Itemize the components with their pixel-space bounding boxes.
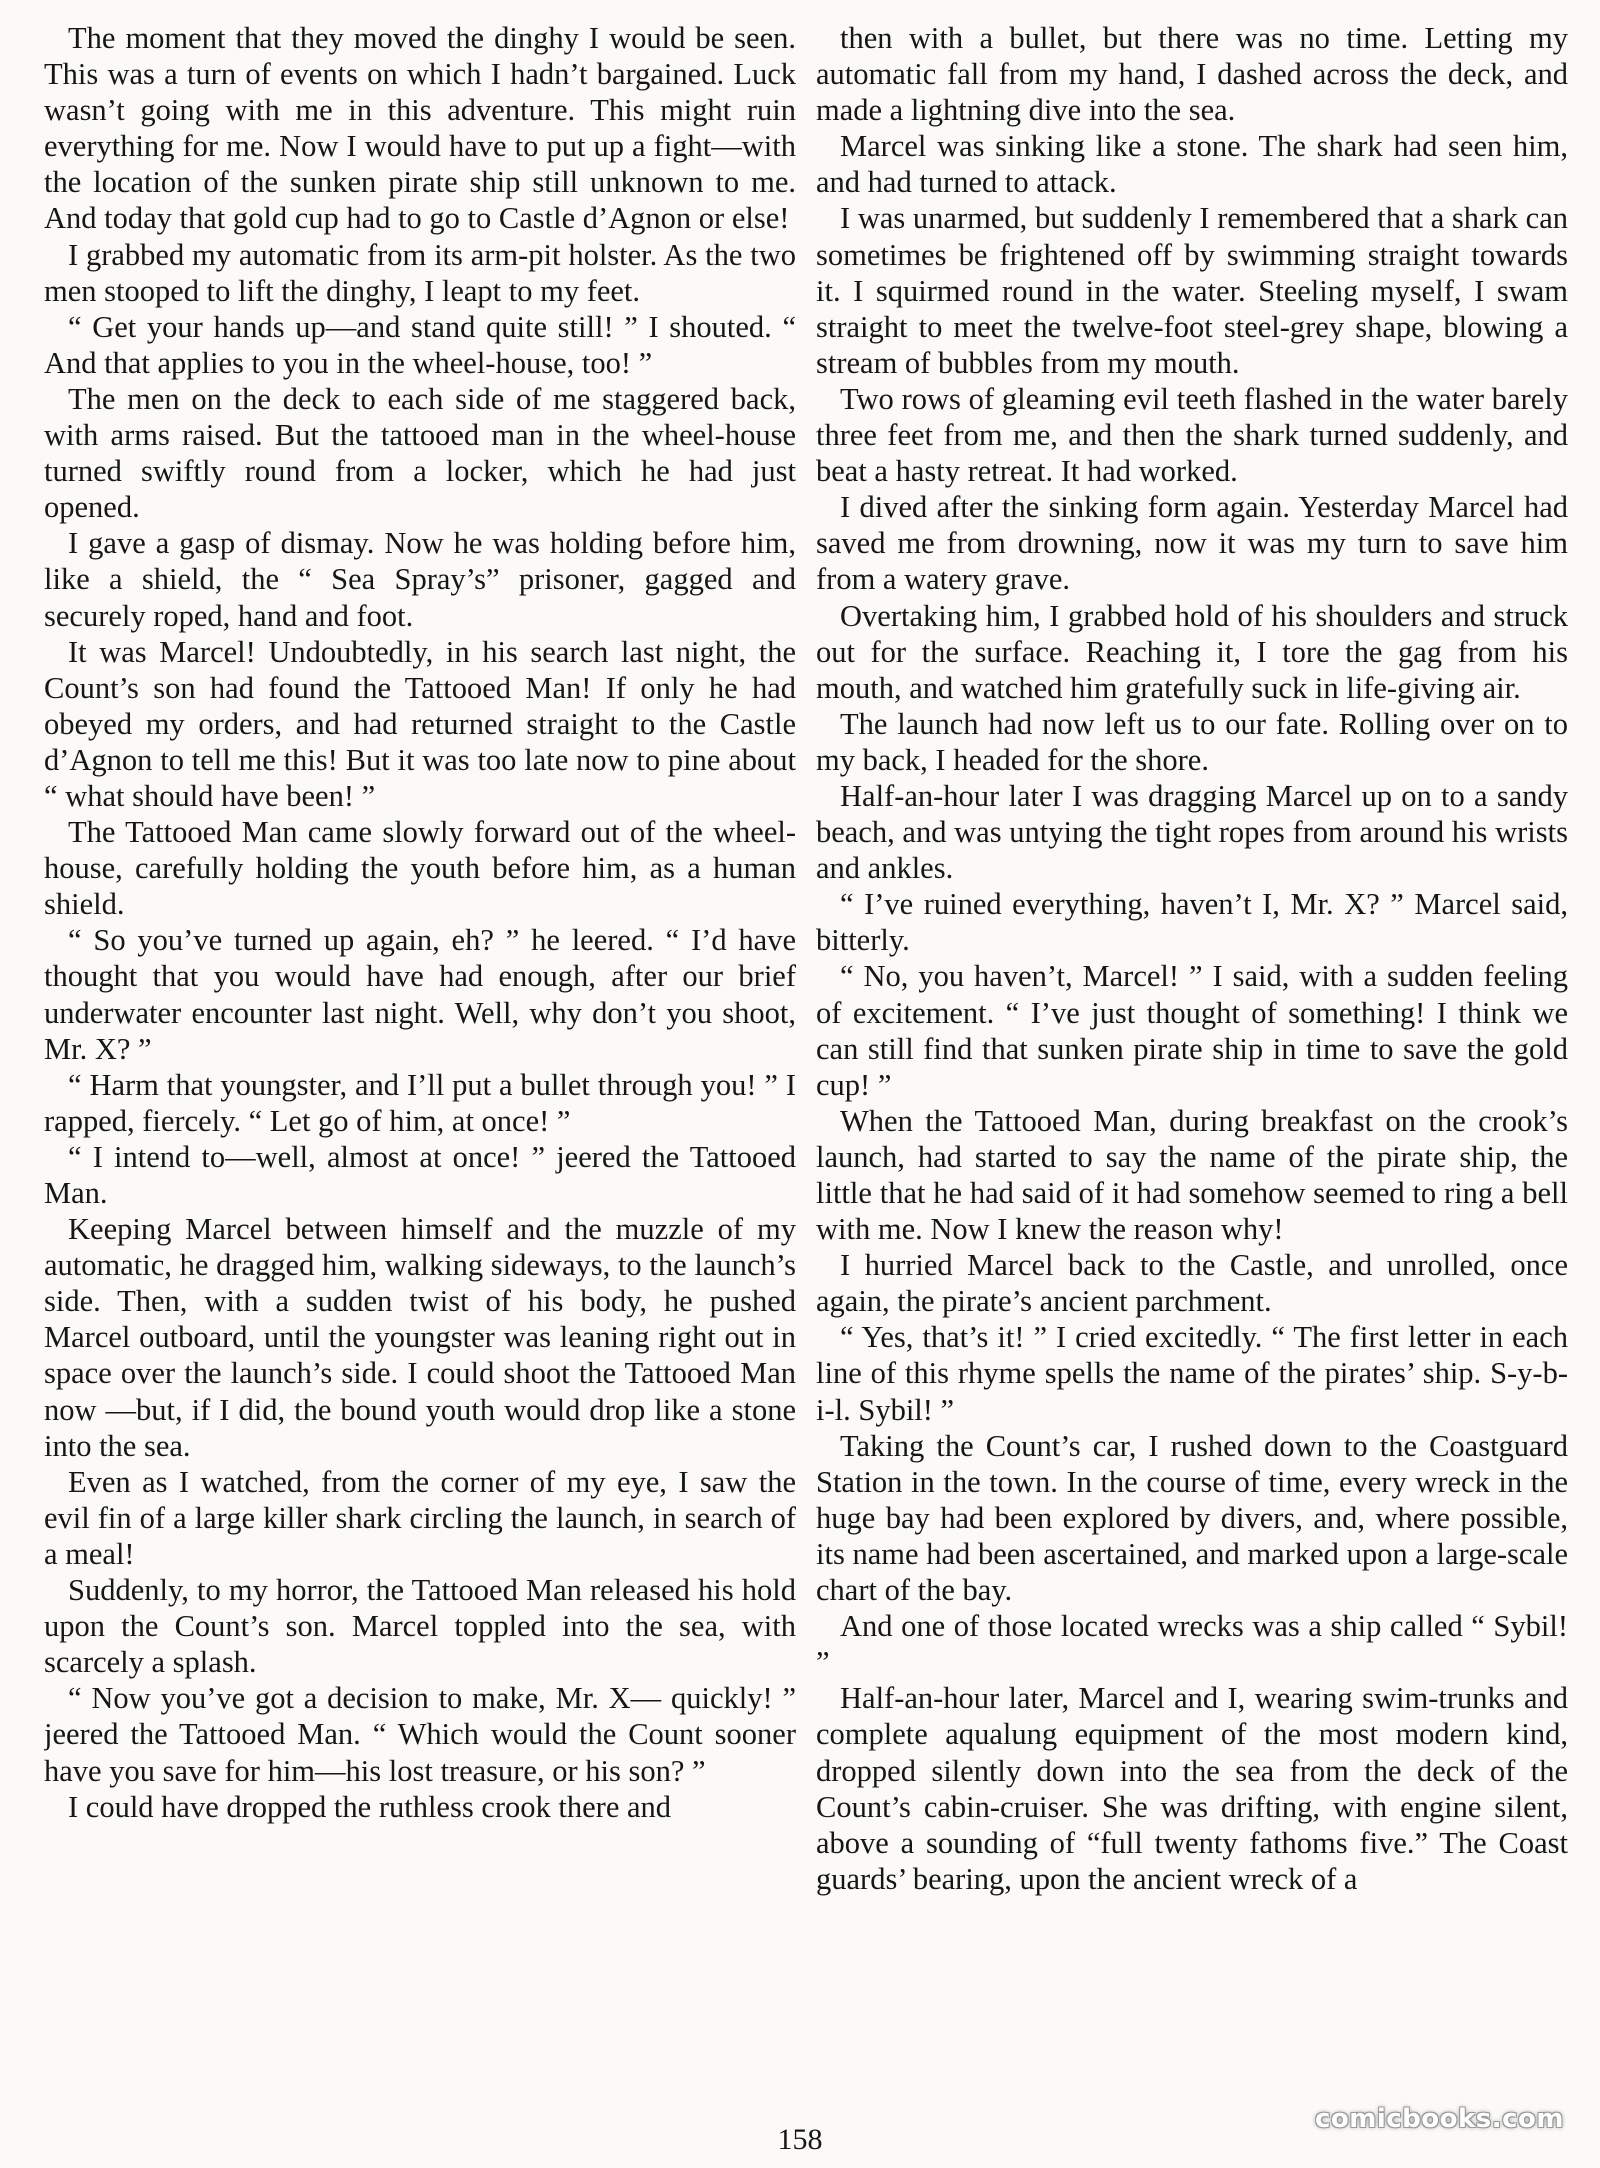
paragraph: “ I’ve ruined everything, haven’t I, Mr. X? ” Marcel said, bitterly. [816, 887, 1568, 958]
paragraph: “ Get your hands up—and stand quite still! ” I shouted. “ And that applies to you in the wheel-house, too! ” [44, 309, 796, 380]
paragraph: When the Tattooed Man, during breakfast on the crook’s launch, had started to say the name of the pirate ship, the little that he had said of it had somehow seemed to ring a bell with me. Now I knew the reason why! [816, 1103, 1568, 1247]
paragraph: I could have dropped the ruthless crook there and [68, 1789, 672, 1824]
paragraph: I dived after the sinking form again. Yesterday Marcel had saved me from drowning, now it was my turn to save him from a watery grave. [816, 490, 1568, 597]
page-number: 158 [777, 2123, 823, 2156]
left-column [44, 20, 796, 2110]
paragraph: It was Marcel! Undoubtedly, in his search last night, the Count’s son had found the Tattooed Man! If only he had obeyed my orders, and had returned straight to the Castle d’Agnon to tell me this! But it was too late now to pine about “ what should have been! ” [44, 634, 796, 813]
paragraph: Even as I watched, from the corner of my eye, I saw the evil fin of a large killer shark circling the launch, in search of a meal! [44, 1464, 796, 1571]
paragraph: “ Harm that youngster, and I’ll put a bullet through you! ” I rapped, fiercely. “ Let go of him, at once! ” [44, 1067, 796, 1138]
paragraph: Half-an-hour later, Marcel and I, wearing swim-trunks and complete aqualung equipment of the most modern kind, dropped silently down into the sea from the deck of the Count’s cabin-cruiser. She was drifting, with engine silent, above a sounding of “full twenty fathoms five.” The Coast guards’ bearing, upon the ancient wreck of a [816, 1681, 1568, 1896]
paragraph: The men on the deck to each side of me staggered back, with arms raised. But the tattooed man in the wheel-house turned swiftly round from a locker, which he had just opened. [44, 381, 796, 525]
paragraph: The moment that they moved the dinghy I would be seen. This was a turn of events on which I hadn’t bargained. Luck wasn’t going with me in this adventure. This might ruin everything for me. Now I would have to put up a fight—with the location of the sunken pirate ship still unknown to me. And today that gold cup had to go to Castle d’Agnon or else! [44, 21, 796, 236]
right-column [816, 20, 1568, 2110]
paragraph: Keeping Marcel between himself and the muzzle of my automatic, he dragged him, walking sideways, to the launch’s side. Then, with a sudden twist of his body, he pushed Marcel outboard, until the youngster was leaning right out in space over the launch’s side. I could shoot the Tattooed Man now —but, if I did, the bound youth would drop like a stone into the sea. [44, 1212, 796, 1463]
paragraph: “ I intend to—well, almost at once! ” jeered the Tattooed Man. [44, 1139, 796, 1210]
paragraph: “ No, you haven’t, Marcel! ” I said, with a sudden feeling of excitement. “ I’ve just thought of something! I think we can still find that sunken pirate ship in time to save the gold cup! ” [816, 959, 1568, 1102]
paragraph: Taking the Count’s car, I rushed down to the Coastguard Station in the town. In the course of time, every wreck in the huge bay had been explored by divers, and, where possible, its name had been ascertained, and marked upon a large-scale chart of the bay. [816, 1428, 1568, 1608]
paragraph: Suddenly, to my horror, the Tattooed Man released his hold upon the Count’s son. Marcel toppled into the sea, with scarcely a splash. [44, 1573, 796, 1680]
paragraph: And one of those located wrecks was a ship called “ Sybil! ” [816, 1609, 1568, 1680]
page-body [44, 20, 1568, 2110]
paragraph: Overtaking him, I grabbed hold of his shoulders and struck out for the surface. Reaching it, I tore the gag from his mouth, and watched him gratefully suck in life-giving air. [816, 598, 1568, 705]
paragraph: then with a bullet, but there was no time. Letting my automatic fall from my hand, I dashed across the deck, and made a lightning dive into the sea. [816, 21, 1568, 128]
paragraph: The Tattooed Man came slowly forward out of the wheel-house, carefully holding the youth before him, as a human shield. [44, 815, 796, 922]
paragraph: I gave a gasp of dismay. Now he was holding before him, like a shield, the “ Sea Spray’s” prisoner, gagged and securely roped, hand and foot. [44, 526, 796, 633]
watermark-logo: comicbooks.com [1314, 2104, 1564, 2134]
paragraph: “ So you’ve turned up again, eh? ” he leered. “ I’d have thought that you would have had enough, after our brief underwater encounter last night. Well, why don’t you shoot, Mr. X? ” [44, 923, 796, 1066]
paragraph: Two rows of gleaming evil teeth flashed in the water barely three feet from me, and then the shark turned suddenly, and beat a hasty retreat. It had worked. [816, 381, 1568, 489]
paragraph: “ Now you’ve got a decision to make, Mr. X— quickly! ” jeered the Tattooed Man. “ Which would the Count sooner have you save for him—his lost treasure, or his son? ” [44, 1681, 796, 1788]
paragraph: “ Yes, that’s it! ” I cried excitedly. “ The first letter in each line of this rhyme spells the name of the pirates’ ship. S-y-b-i-l. Sybil! ” [816, 1320, 1568, 1427]
paragraph: Half-an-hour later I was dragging Marcel up on to a sandy beach, and was untying the tight ropes from around his wrists and ankles. [816, 778, 1568, 886]
paragraph: The launch had now left us to our fate. Rolling over on to my back, I headed for the shore. [816, 706, 1568, 777]
paragraph: Marcel was sinking like a stone. The shark had seen him, and had turned to attack. [816, 129, 1568, 200]
paragraph: I hurried Marcel back to the Castle, and unrolled, once again, the pirate’s ancient parchment. [816, 1248, 1568, 1319]
paragraph: I grabbed my automatic from its arm-pit holster. As the two men stooped to lift the dinghy, I leapt to my feet. [44, 237, 796, 308]
paragraph: I was unarmed, but suddenly I remembered that a shark can sometimes be frightened off by swimming straight towards it. I squirmed round in the water. Steeling myself, I swam straight to meet the twelve-foot steel-grey shape, blowing a stream of bubbles from my mouth. [816, 201, 1568, 380]
